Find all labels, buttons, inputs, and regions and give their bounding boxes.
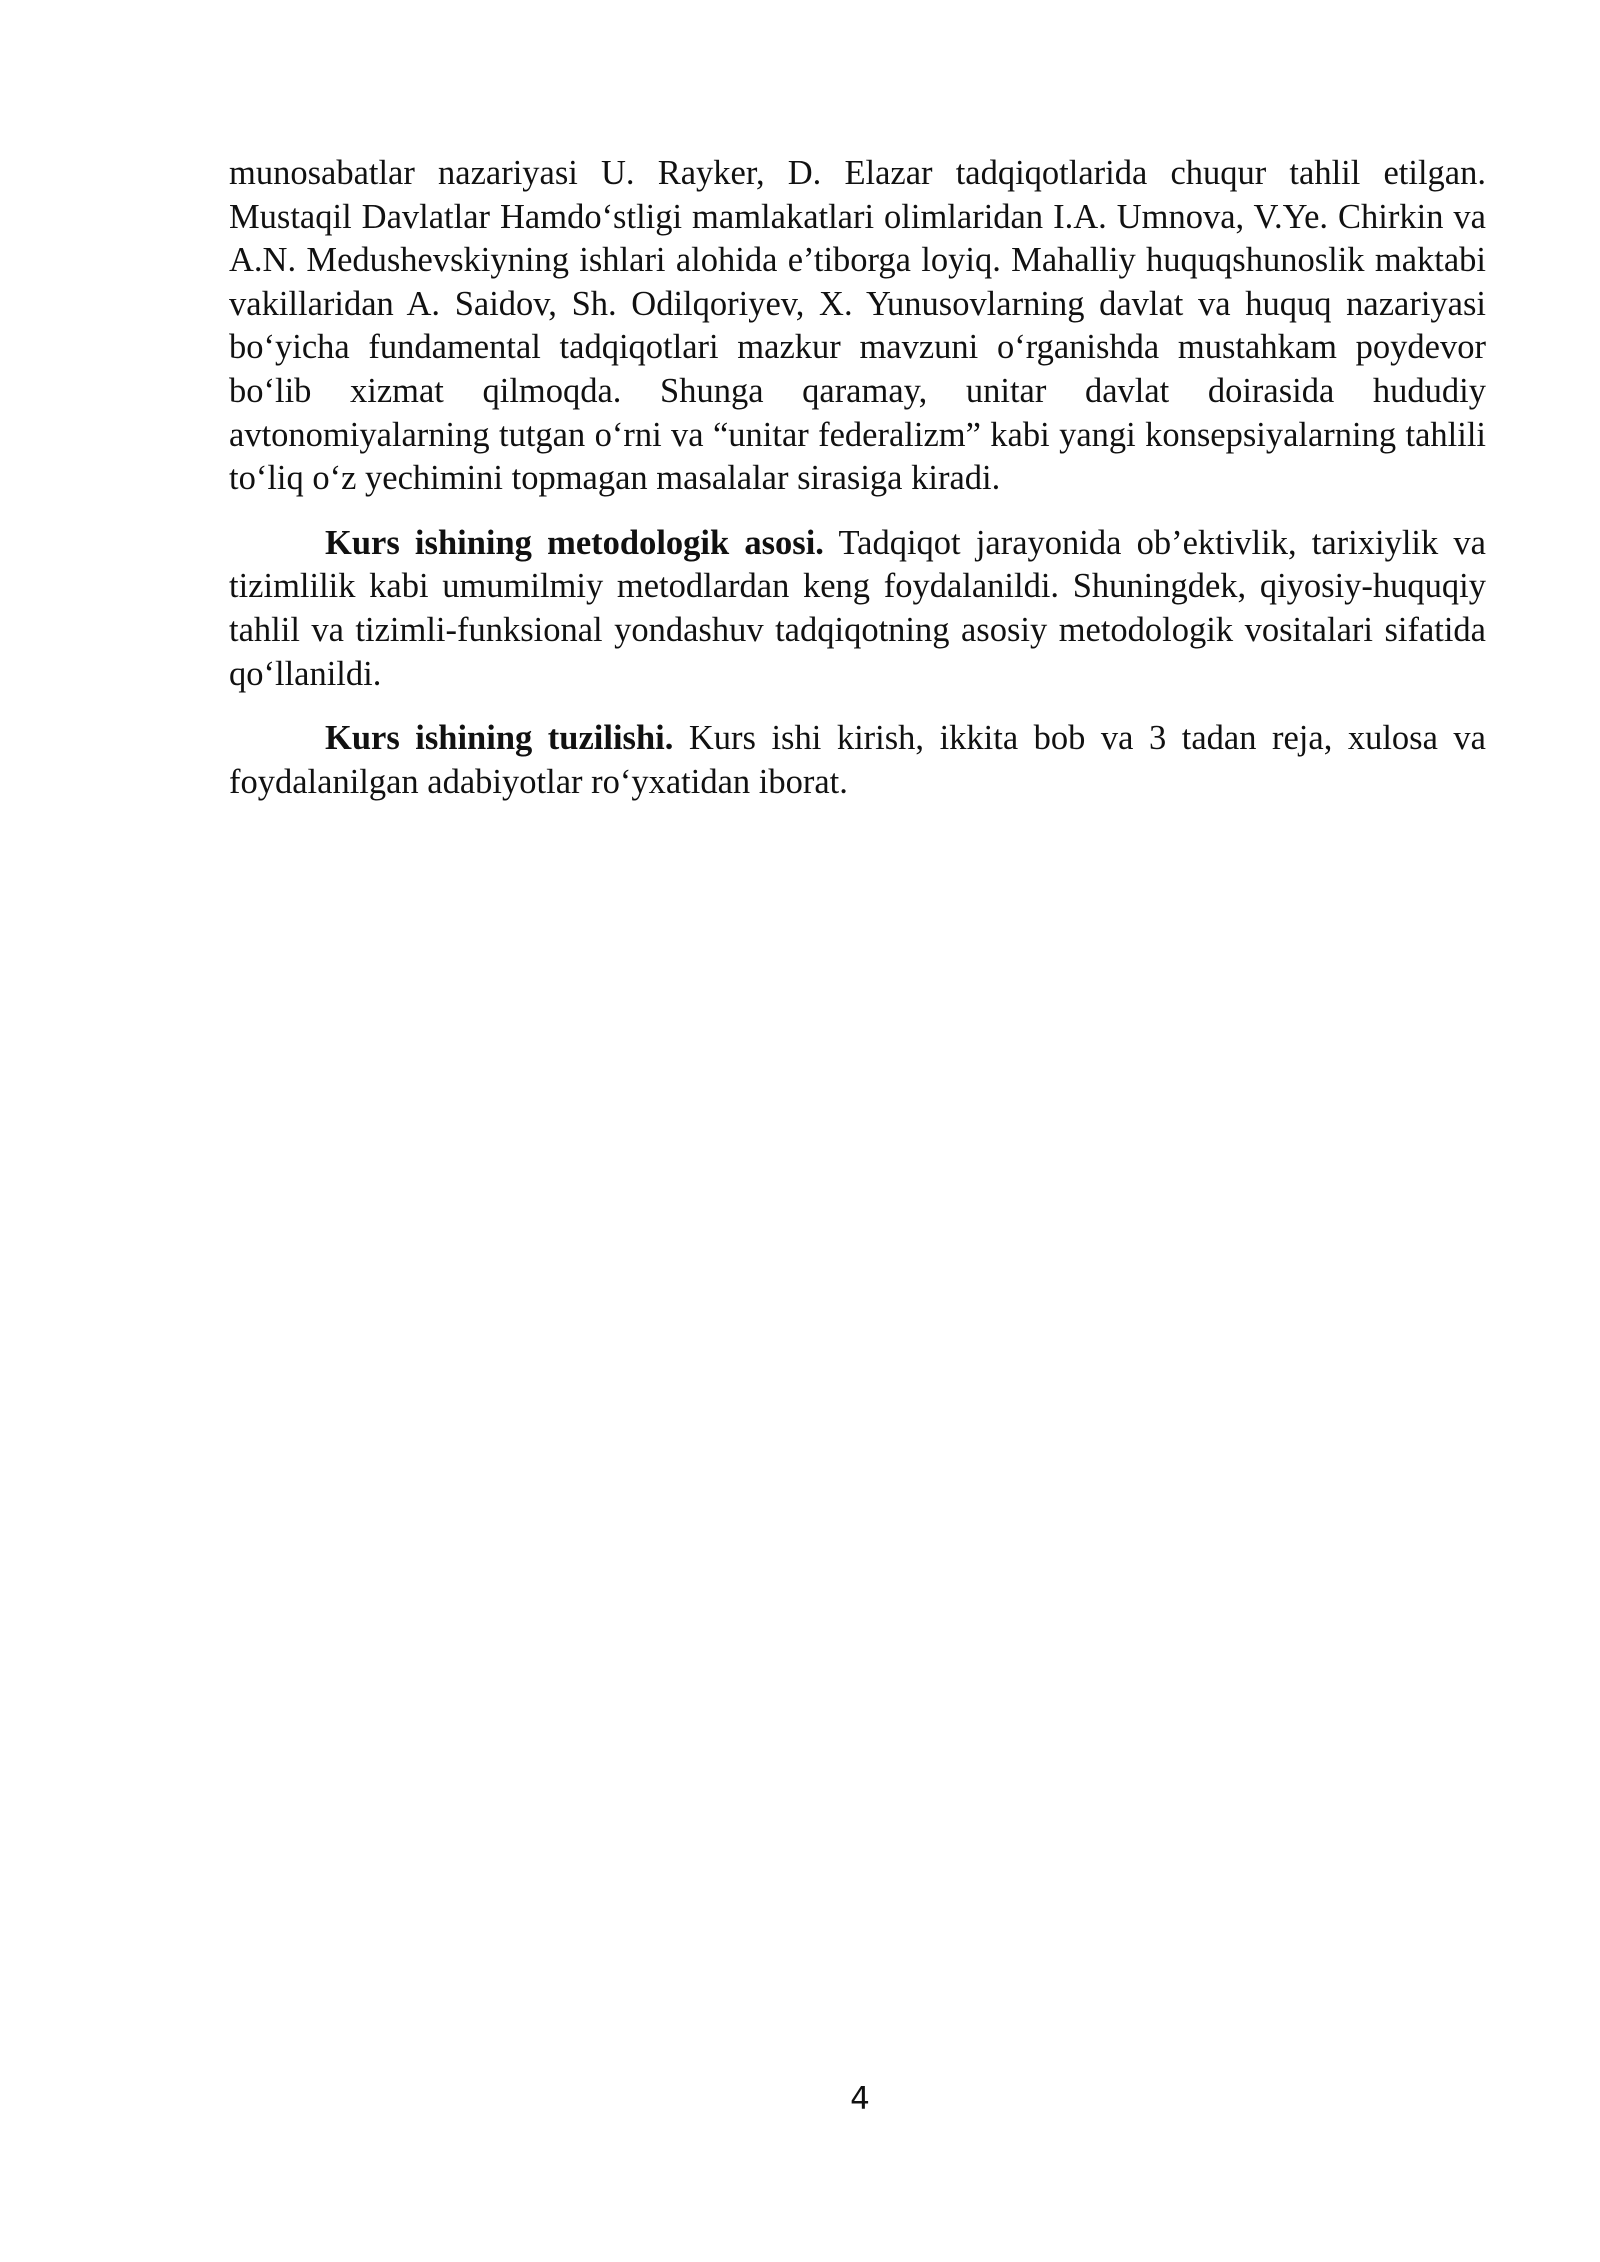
body-text [229,152,1486,825]
methodology-heading: Kurs ishining metodologik asosi. [325,523,824,562]
methodology-text: Tadqiqot jarayonida ob’ektivlik, tarixiylik va tizimlilik kabi umumilmiy metodlardan keng foydalanildi. Shuningdek, qiyosiy-huquqiy tahlil va tizimli-funksional yondashuv tadqiqotning asosiy metodologik vositalari sifatida qo‘llanildi. [229,523,1486,693]
paragraph-structure [229,717,1486,804]
structure-heading: Kurs ishining tuzilishi. [325,719,674,758]
page-number: 4 [850,2081,870,2117]
structure-text: Kurs ishi kirish, ikkita bob va 3 tadan reja, xulosa va foydalanilgan adabiyotlar ro‘yxatidan iborat. [229,719,1486,801]
paragraph-methodology [229,522,1486,696]
paragraph-literature-review: munosabatlar nazariyasi U. Rayker, D. Elazar tadqiqotlarida chuqur tahlil etilgan. Mustaqil Davlatlar Hamdo‘stligi mamlakatlari olimlaridan I.A. Umnova, V.Ye. Chirkin va A.N. Medushevskiyning ishlari alohida e’tiborga loyiq. Mahalliy huquqshunoslik maktabi vakillaridan A. Saidov, Sh. Odilqoriyev, X. Yunusovlarning davlat va huquq nazariyasi bo‘yicha fundamental tadqiqotlari mazkur mavzuni o‘rganishda mustahkam poydevor bo‘lib xizmat qilmoqda. Shunga qaramay, unitar davlat doirasida hududiy avtonomiyalarning tutgan o‘rni va “unitar federalizm” kabi yangi konsepsiyalarning tahlili to‘liq o‘z yechimini topmagan masalalar sirasiga kiradi. [229,154,1486,498]
